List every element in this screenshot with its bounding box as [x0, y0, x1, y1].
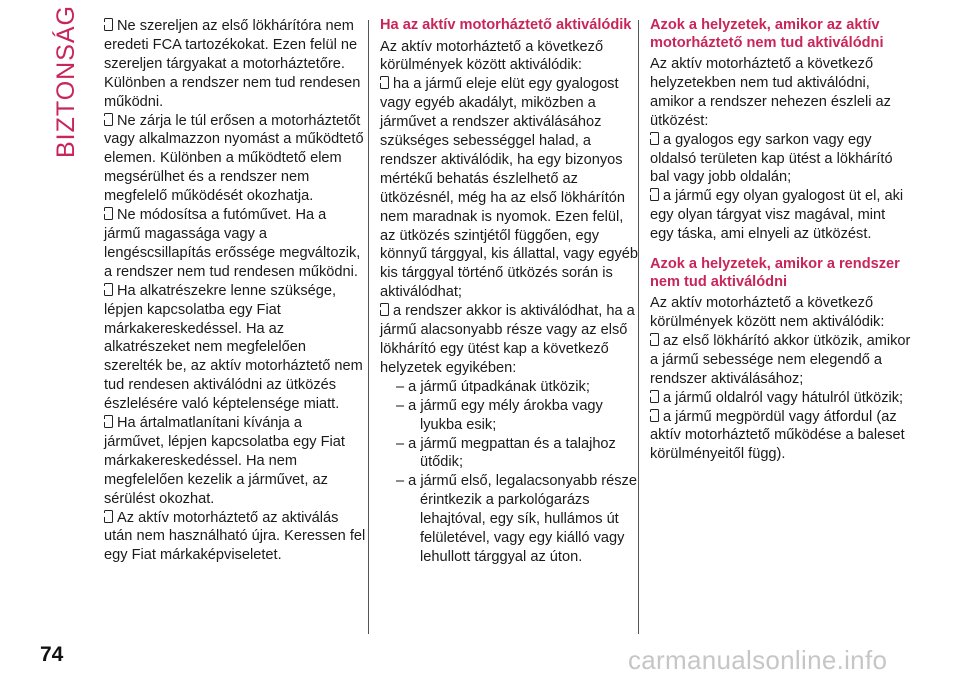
column-right [650, 17, 912, 464]
bullet-box-icon [380, 303, 389, 316]
bullet-box-icon [650, 409, 659, 422]
section-heading: Azok a helyzetek, amikor a rendszer nem tud aktiválódni [650, 256, 900, 290]
watermark: carmanualsonline.info [628, 645, 888, 675]
bullet-paragraph: a jármű megpördül vagy átfordul (az aktív motorháztető működése a baleset körülményeitől függ). [650, 408, 905, 463]
bullet-paragraph: az első lökhárító akkor ütközik, amikor a jármű sebessége nem elegendő a rendszer aktiválásához; [650, 332, 911, 387]
bullet-paragraph: Ne zárja le túl erősen a motorháztetőt vagy alkalmazzon nyomást a működtető elemen. Különben a működtető elem megsérülhet és a rendszer nem megfelelő működését okozhatja. [104, 112, 364, 205]
bullet-paragraph: Ne módosítsa a futóművet. Ha a jármű magassága vagy a lengéscsillapítás erőssége megváltozik, a rendszer nem tud rendesen működni. [104, 207, 361, 280]
bullet-box-icon [104, 113, 113, 126]
dash-item: – a jármű egy mély árokba vagy lyukba esik; [396, 397, 603, 433]
intro-paragraph: Az aktív motorháztető a következő helyzetekben nem tud aktiválódni, amikor a rendszer nehezen észleli az ütközést: [650, 56, 891, 129]
column-divider [368, 20, 369, 634]
bullet-paragraph: a jármű oldalról vagy hátulról ütközik; [650, 389, 912, 408]
bullet-box-icon [380, 76, 389, 89]
dash-list [380, 378, 642, 567]
section-heading: Ha az aktív motorháztető aktiválódik [380, 17, 632, 33]
column-middle [380, 17, 642, 567]
intro-paragraph: Az aktív motorháztető a következő körülmények között aktiválódik: [380, 38, 604, 74]
intro-paragraph: Az aktív motorháztető a következő körülmények között nem aktiválódik: [650, 295, 885, 330]
dash-item: – a jármű megpattan és a talajhoz ütődik; [396, 435, 616, 471]
bullet-box-icon [650, 390, 659, 403]
dash-item: – a jármű útpadkának ütközik; [396, 378, 590, 395]
bullet-box-icon [104, 18, 113, 31]
section-heading: Azok a helyzetek, amikor az aktív motorháztető nem tud aktiválódni [650, 17, 884, 51]
bullet-box-icon [104, 207, 113, 220]
page-number: 74 [40, 643, 64, 666]
bullet-paragraph: Az aktív motorháztető az aktiválás után nem használható újra. Keressen fel egy Fiat márkaképviseletet. [104, 509, 366, 564]
dash-item: – a jármű első, legalacsonyabb része érintkezik a parkológarázs lehajtóval, egy sík, hullámos út felületével, vagy egy kiálló vagy lehullott tárggyal az úton. [396, 473, 637, 565]
bullet-paragraph: Ha alkatrészekre lenne szüksége, lépjen kapcsolatba egy Fiat márkakereskedéssel. Ha az alkatrészeket nem megfelelően szerelték be, az aktív motorháztető nem tud rendesen aktiválódni az ütközés észlelésére való képtelensége miatt. [104, 282, 363, 413]
section-title: BIZTONSÁG [52, 4, 80, 158]
bullet-paragraph: a gyalogos egy sarkon vagy egy oldalsó területen kap ütést a lökhárító bal vagy jobb oldalán; [650, 131, 893, 186]
bullet-box-icon [104, 283, 113, 296]
bullet-box-icon [104, 415, 113, 428]
bullet-paragraph: a rendszer akkor is aktiválódhat, ha a jármű alacsonyabb része vagy az első lökhárító egy ütést kap a következő helyzetek egyikében: [380, 303, 635, 376]
bullet-box-icon [104, 510, 113, 523]
column-left [104, 17, 366, 565]
bullet-paragraph: Ha ártalmatlanítani kívánja a járművet, lépjen kapcsolatba egy Fiat márkakereskedéssel. Ha nem megfelelően kezelik a járművet, az sérülést okozhat. [104, 415, 345, 507]
bullet-paragraph: a jármű egy olyan gyalogost üt el, aki egy olyan tárgyat visz magával, mint egy táska, ami elnyeli az ütközést. [650, 188, 904, 243]
bullet-box-icon [650, 333, 659, 346]
bullet-paragraph: Ne szereljen az első lökhárítóra nem eredeti FCA tartozékokat. Ezen felül ne szereljen tárgyakat a motorháztetőre. Különben a rendszer nem tud rendesen működni. [104, 18, 361, 110]
bullet-paragraph: ha a jármű eleje elüt egy gyalogost vagy egyéb akadályt, miközben a járművet a rendszer aktiválásához szükséges sebességgel halad, a rendszer aktiválódik, ha egy bizonyos mértékű behatás észlelhető az ütközésnél, még ha az első lökhárítón nem maradnak is nyomok. Ezen felül, az ütközés szintjétől függően, egy könnyű tárggyal, kis állattal, vagy egyéb kis tárggyal történő ütközés során is aktiválódhat; [380, 76, 638, 301]
bullet-box-icon [650, 132, 659, 145]
bullet-box-icon [650, 188, 659, 201]
